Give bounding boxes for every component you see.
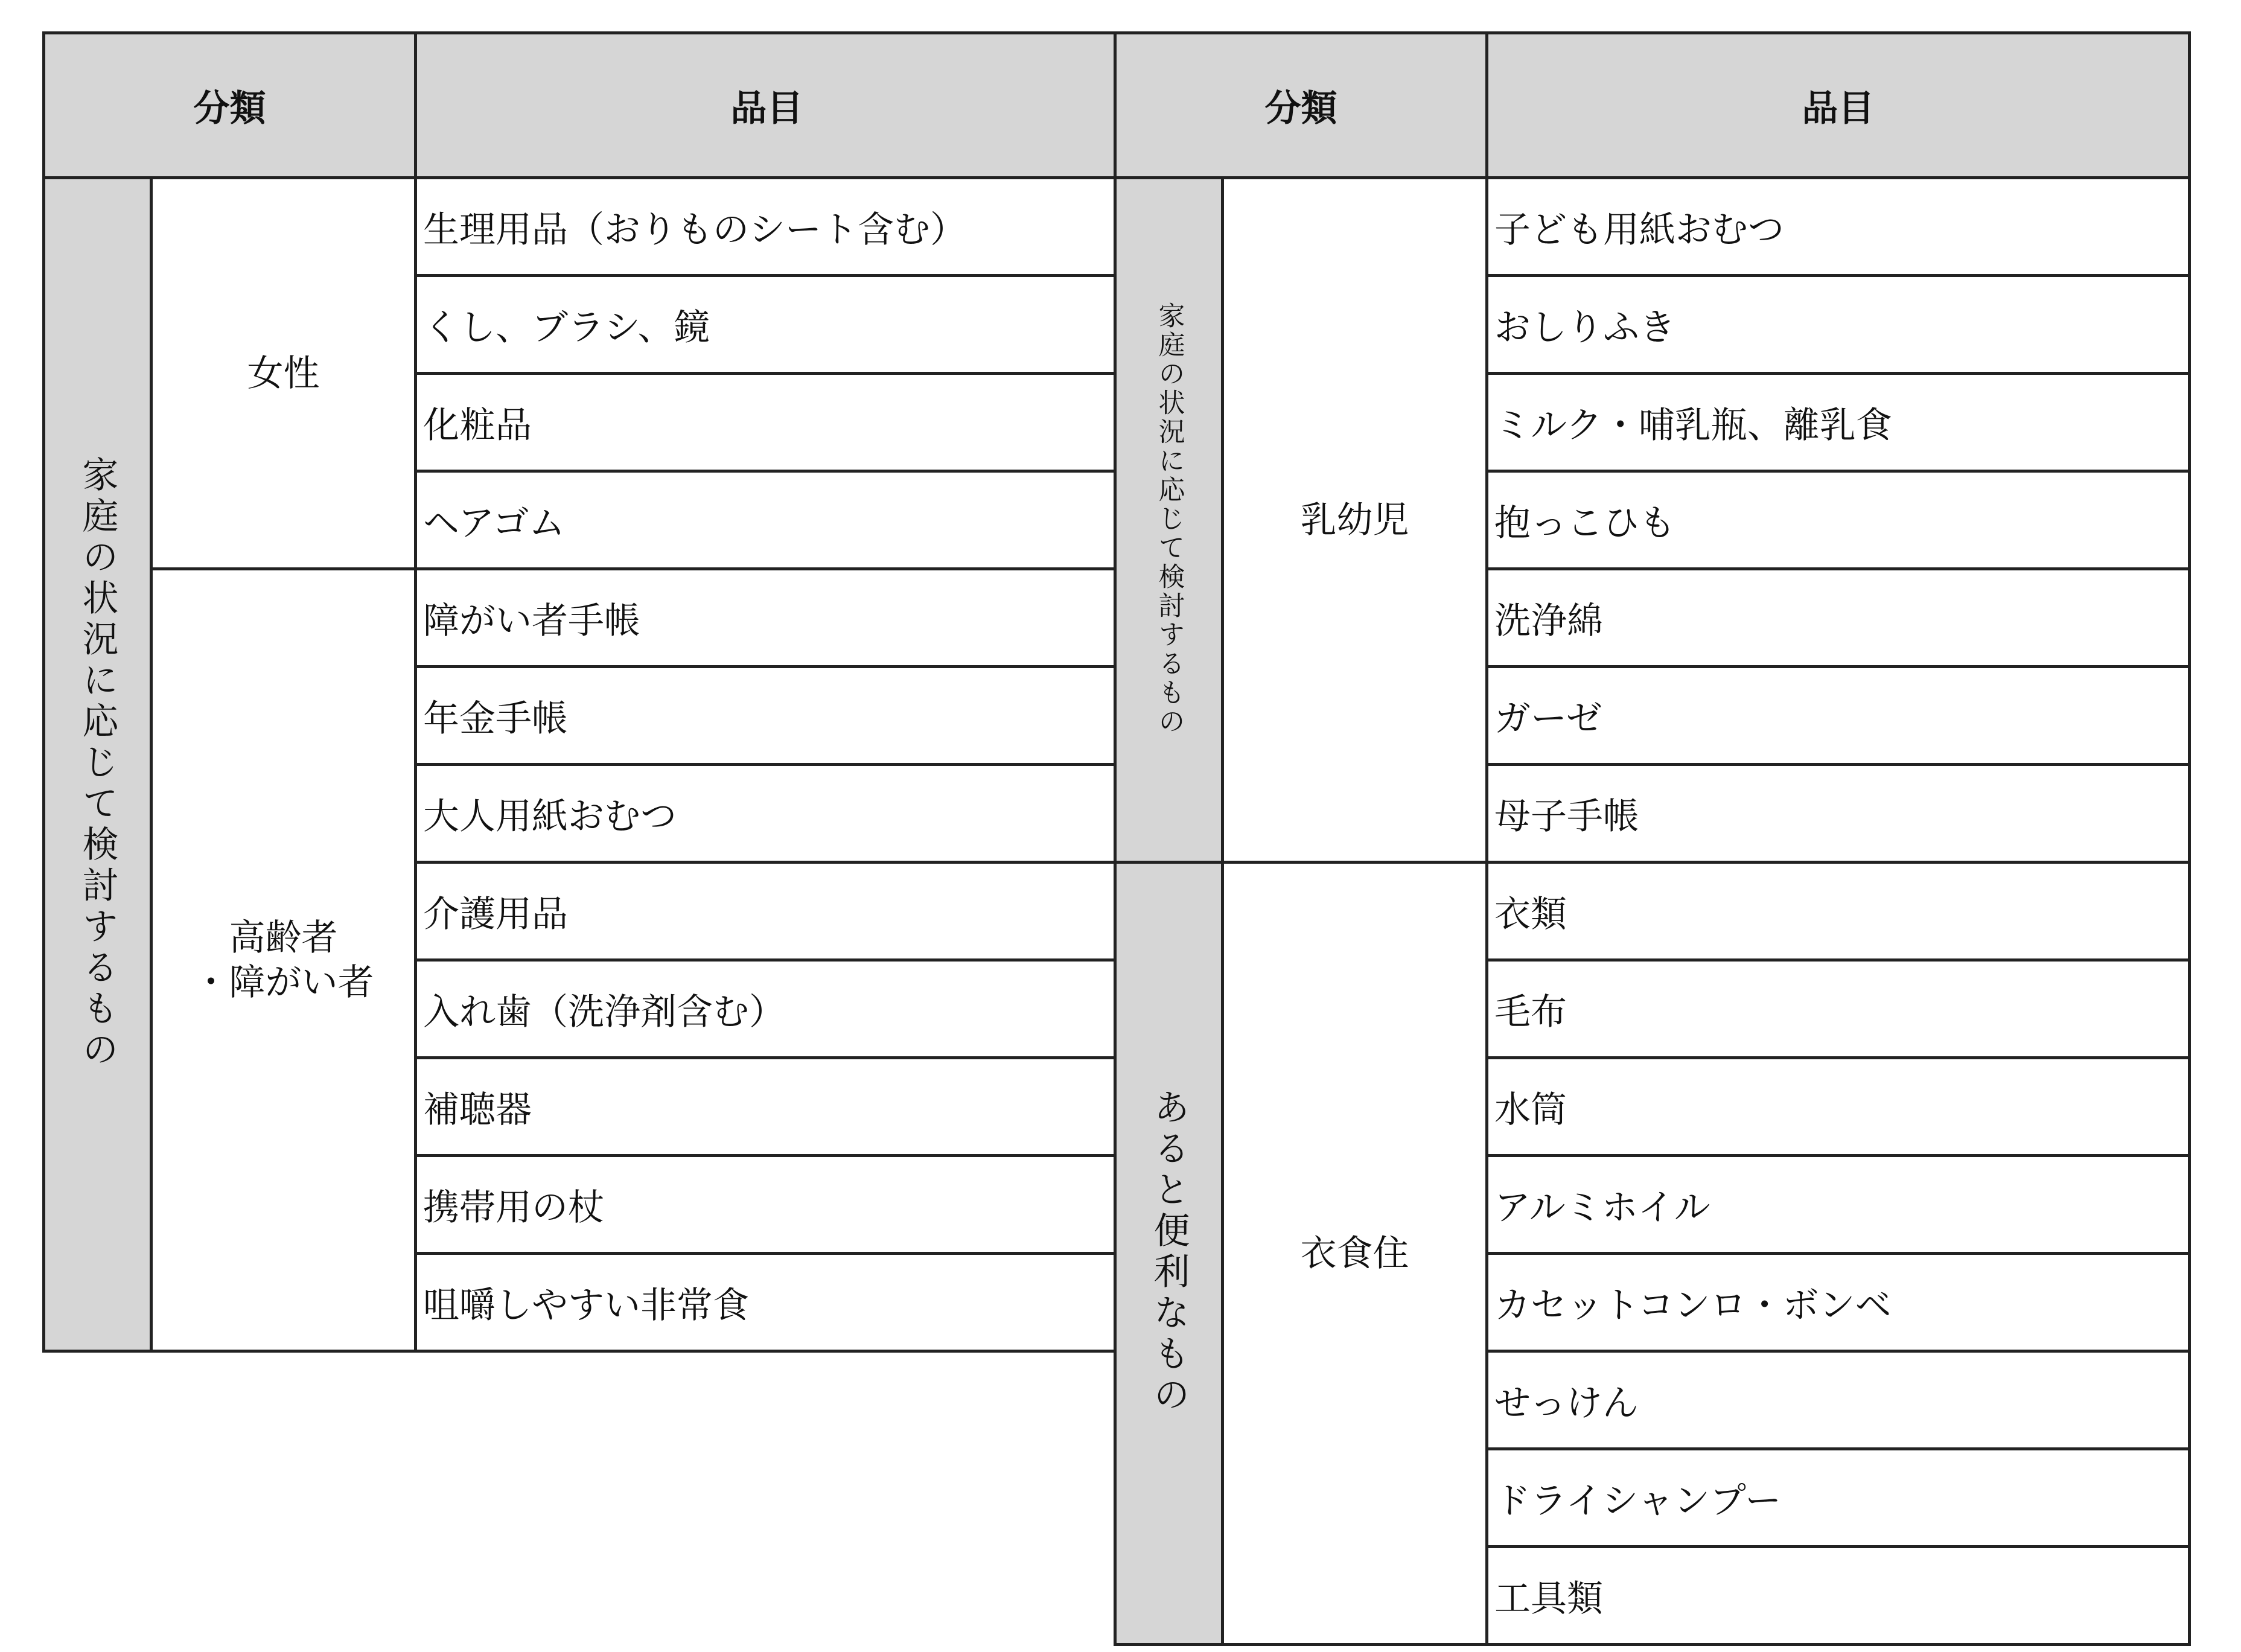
subgroup-cell [151,569,416,1351]
group-label: 家庭の状況に応じて検討するもの [1153,301,1185,736]
item-cell: 補聴器 [416,1058,1118,1156]
item-cell: 毛布 [1487,960,2190,1058]
item-cell: くし、ブラシ、鏡 [416,276,1118,374]
right-table [1114,31,2191,1646]
subgroup-label: 女性 [247,352,320,395]
item-cell: 母子手帳 [1487,765,2190,863]
item-cell: アルミホイル [1487,1156,2190,1254]
item-cell: 入れ歯（洗浄剤含む） [416,960,1118,1058]
item-cell: 生理用品（おりものシート含む） [416,178,1118,276]
item-cell: 衣類 [1487,863,2190,960]
category-header: 分類 [1115,33,1487,178]
table-row [1115,178,2190,276]
item-cell: 水筒 [1487,1058,2190,1156]
item-cell: せっけん [1487,1351,2190,1449]
item-cell: 障がい者手帳 [416,569,1118,667]
category-header: 分類 [44,33,416,178]
item-cell: 化粧品 [416,374,1118,471]
group-label: あると便利なもの [1147,1088,1190,1417]
header-row [44,33,1118,178]
item-cell: ガーゼ [1487,667,2190,765]
group-label-cell [1115,863,1223,1645]
header-row [1115,33,2190,178]
item-cell: 工具類 [1487,1547,2190,1645]
table-row [44,178,1118,276]
item-cell: 年金手帳 [416,667,1118,765]
subgroup-label: 衣食住 [1300,1232,1409,1275]
item-cell: 洗浄綿 [1487,569,2190,667]
item-cell: 介護用品 [416,863,1118,960]
subgroup-cell [1223,863,1487,1645]
item-cell: 携帯用の杖 [416,1156,1118,1254]
item-cell: 抱っこひも [1487,471,2190,569]
item-header: 品目 [1487,33,2190,178]
item-cell: ドライシャンプー [1487,1449,2190,1547]
subgroup-label: 乳幼児 [1300,499,1409,541]
item-cell: 大人用紙おむつ [416,765,1118,863]
item-cell: ヘアゴム [416,471,1118,569]
subgroup-label: 高齢者 ・障がい者 [193,916,374,1004]
item-cell: ミルク・哺乳瓶、離乳食 [1487,374,2190,471]
left-table [42,31,1120,1353]
table-row [1115,863,2190,960]
item-cell: 子ども用紙おむつ [1487,178,2190,276]
item-cell: 咀嚼しやすい非常食 [416,1254,1118,1351]
item-cell: カセットコンロ・ボンベ [1487,1254,2190,1351]
table-row [44,569,1118,667]
group-label: 家庭の状況に応じて検討するもの [76,455,119,1071]
subgroup-cell [1223,178,1487,863]
group-label-cell [44,178,151,1351]
subgroup-cell [151,178,416,569]
group-label-cell [1115,178,1223,863]
item-cell: おしりふき [1487,276,2190,374]
item-header: 品目 [416,33,1118,178]
